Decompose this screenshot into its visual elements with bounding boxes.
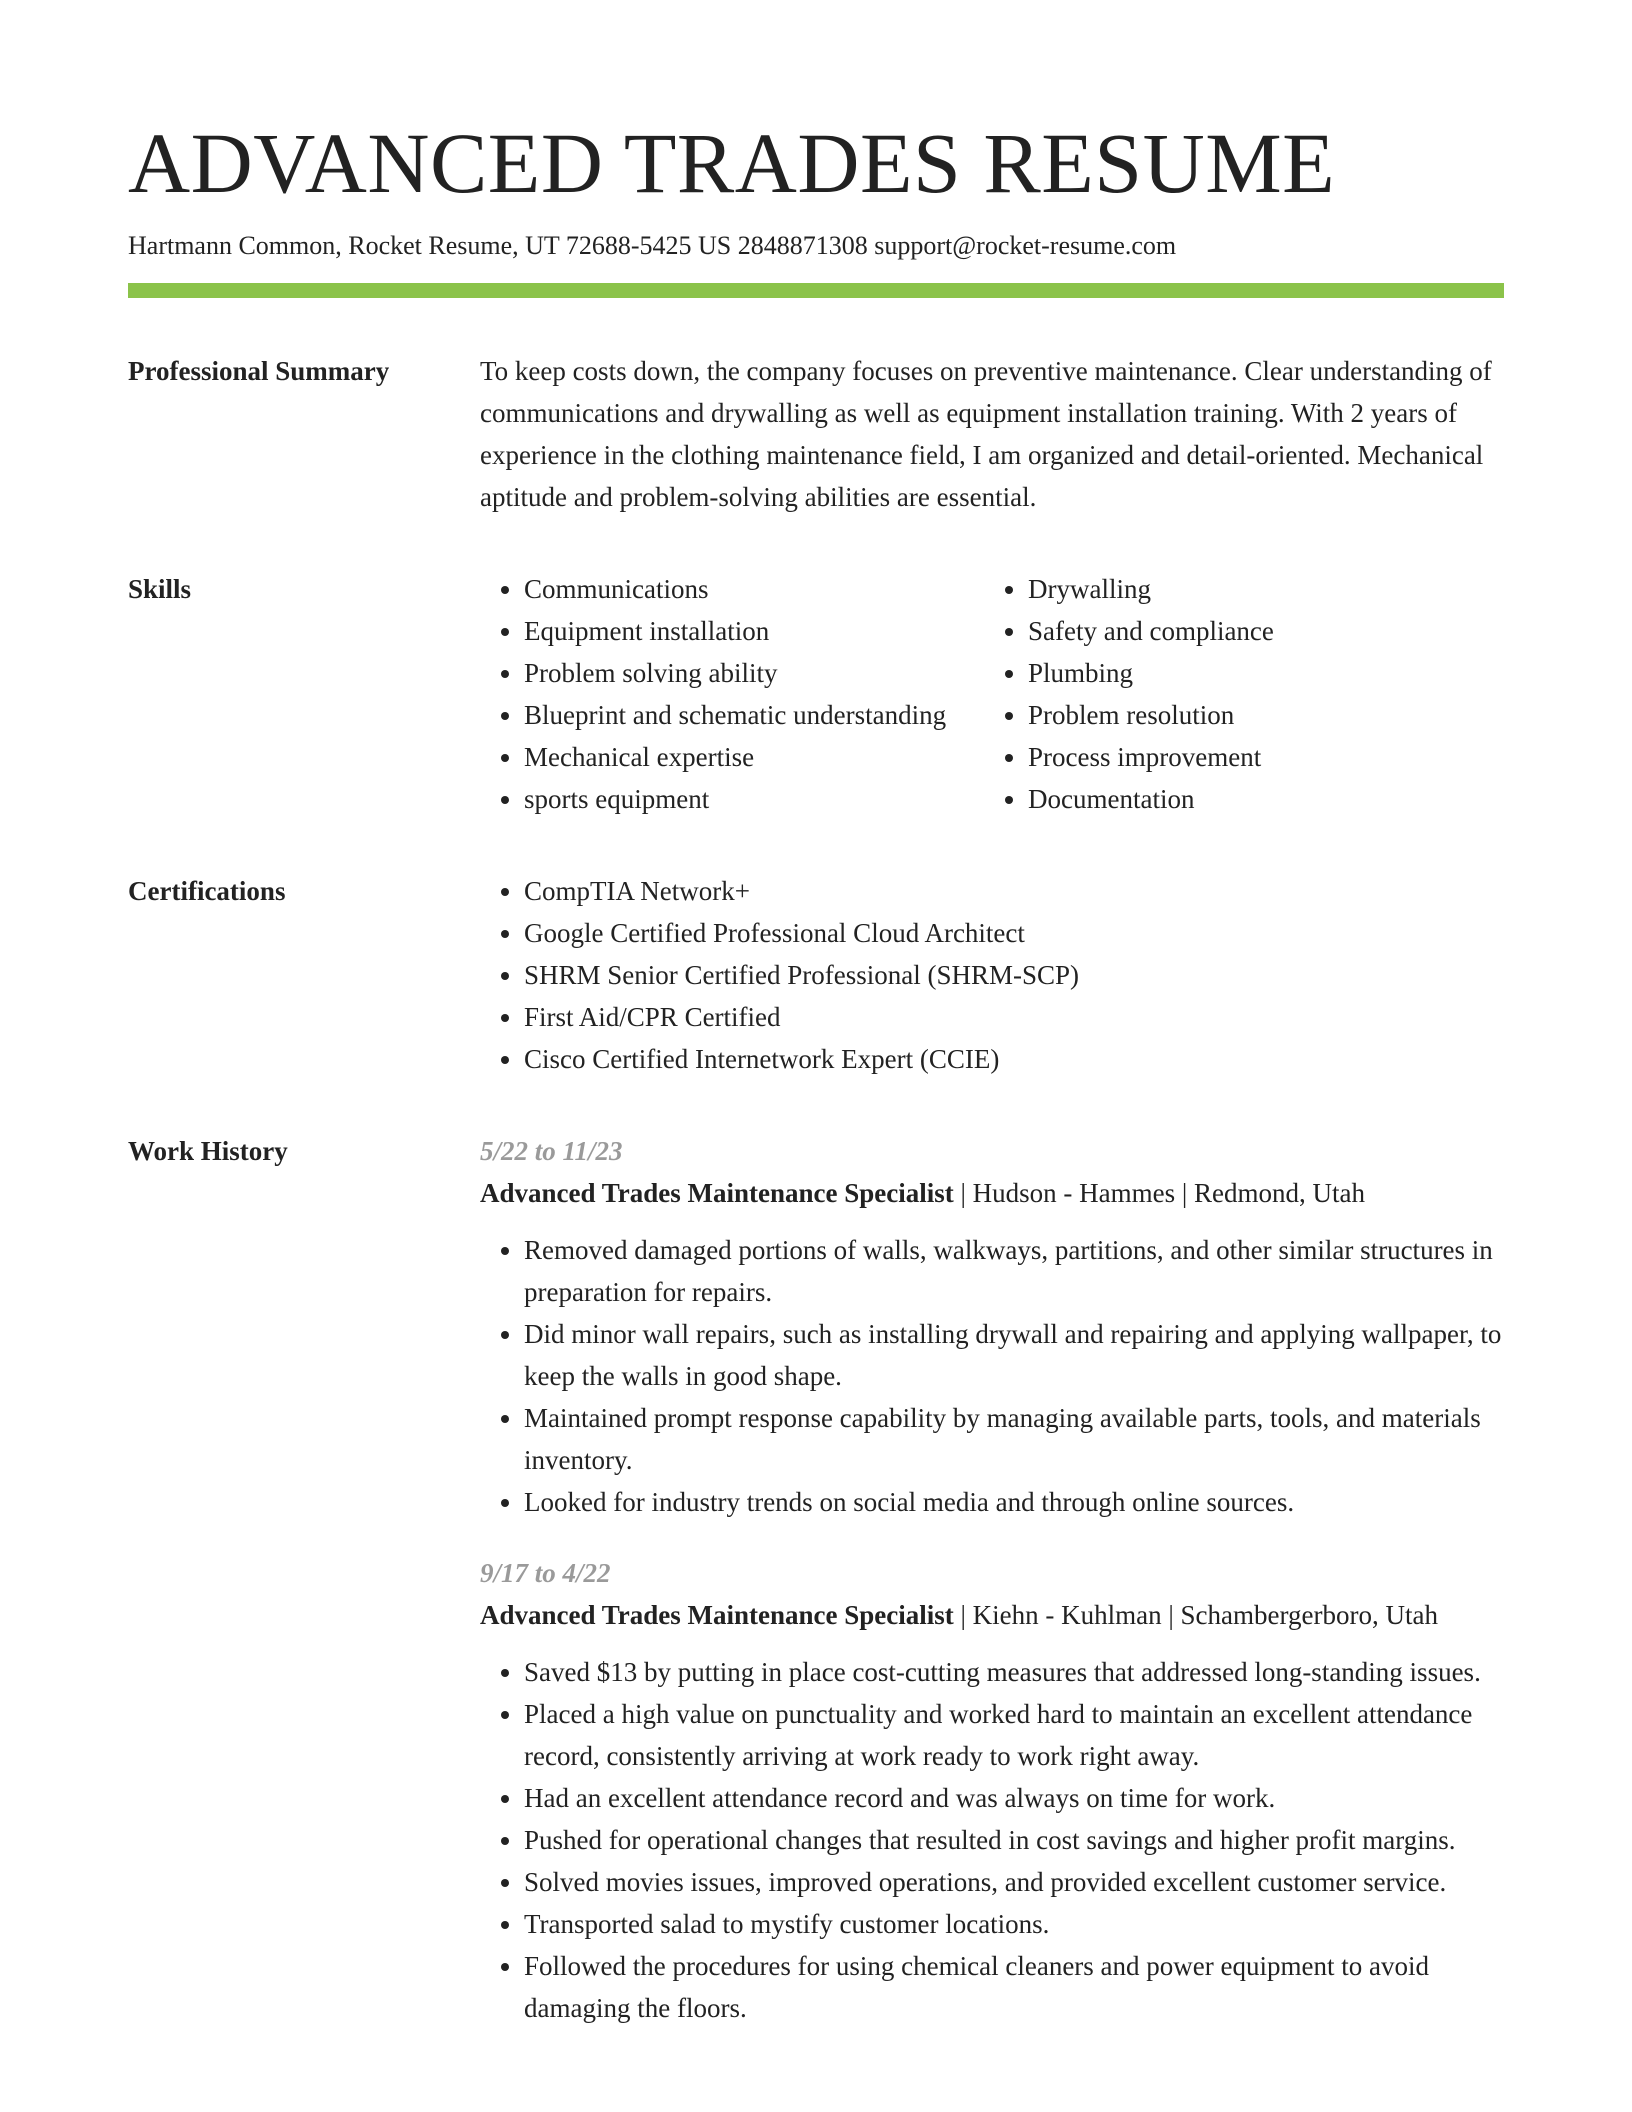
job-bullet: • Saved $13 by putting in place cost-cutting measures that addressed long-standing issues. bbox=[524, 1651, 1504, 1693]
skill-item: • Problem resolution bbox=[1028, 694, 1504, 736]
job-entry bbox=[480, 1130, 1504, 1523]
job-employer-location: | Hudson - Hammes | Redmond, Utah bbox=[953, 1178, 1366, 1209]
certification-item: • Cisco Certified Internetwork Expert (CCIE) bbox=[524, 1038, 1504, 1080]
job-bullets bbox=[480, 1229, 1504, 1523]
job-bullet: • Maintained prompt response capability by managing available parts, tools, and materials inventory. bbox=[524, 1397, 1504, 1481]
skill-item: • Drywalling bbox=[1028, 568, 1504, 610]
certification-item: • SHRM Senior Certified Professional (SHRM-SCP) bbox=[524, 954, 1504, 996]
job-bullet: • Transported salad to mystify customer locations. bbox=[524, 1903, 1504, 1945]
skill-item: • Documentation bbox=[1028, 778, 1504, 820]
skill-item: • Blueprint and schematic understanding bbox=[524, 694, 984, 736]
job-bullet: • Placed a high value on punctuality and worked hard to maintain an excellent attendance record, consistently arriving at work ready to work right away. bbox=[524, 1693, 1504, 1777]
skill-item: • Equipment installation bbox=[524, 610, 984, 652]
job-bullet: • Did minor wall repairs, such as installing drywall and repairing and applying wallpaper, to keep the walls in good shape. bbox=[524, 1313, 1504, 1397]
section-label-certifications: Certifications bbox=[128, 876, 286, 907]
contact-line: Hartmann Common, Rocket Resume, UT 72688-5425 US 2848871308 support@rocket-resume.com bbox=[128, 231, 1177, 261]
accent-divider bbox=[128, 283, 1504, 298]
section-label-summary: Professional Summary bbox=[128, 356, 390, 387]
section-label-skills: Skills bbox=[128, 574, 192, 605]
skill-item: • Mechanical expertise bbox=[524, 736, 984, 778]
skill-item: • Problem solving ability bbox=[524, 652, 984, 694]
skills-section bbox=[128, 568, 1504, 820]
job-bullet: • Solved movies issues, improved operations, and provided excellent customer service. bbox=[524, 1861, 1504, 1903]
job-dates: 5/22 to 11/23 bbox=[480, 1136, 623, 1167]
certification-item: • First Aid/CPR Certified bbox=[524, 996, 1504, 1038]
job-title: Advanced Trades Maintenance Specialist bbox=[480, 1178, 954, 1209]
resume-page bbox=[128, 0, 1504, 2029]
job-dates: 9/17 to 4/22 bbox=[480, 1558, 611, 1589]
job-title: Advanced Trades Maintenance Specialist bbox=[480, 1600, 954, 1631]
summary-text: To keep costs down, the company focuses on preventive maintenance. Clear understanding of communications and drywalling as well as equipment installation training. With 2 years of experience in the clothing maintenance field, I am organized and detail-oriented. Mechanical aptitude and problem-solving abilities are essential. bbox=[480, 356, 1492, 513]
job-bullet: • Removed damaged portions of walls, walkways, partitions, and other similar structures in preparation for repairs. bbox=[524, 1229, 1504, 1313]
job-employer-location: | Kiehn - Kuhlman | Schambergerboro, Utah bbox=[953, 1600, 1438, 1631]
skill-item: • Safety and compliance bbox=[1028, 610, 1504, 652]
job-heading bbox=[480, 1594, 1504, 1636]
job-entry bbox=[480, 1552, 1504, 2029]
resume-title: ADVANCED TRADES RESUME bbox=[128, 115, 1336, 211]
skill-item: • Communications bbox=[524, 568, 984, 610]
job-bullets bbox=[480, 1651, 1504, 2029]
job-bullet: • Pushed for operational changes that resulted in cost savings and higher profit margins. bbox=[524, 1819, 1504, 1861]
skills-list-left bbox=[480, 568, 984, 820]
skill-item: • Plumbing bbox=[1028, 652, 1504, 694]
job-heading bbox=[480, 1172, 1504, 1214]
skills-list-right bbox=[984, 568, 1504, 820]
certification-item: • CompTIA Network+ bbox=[524, 870, 1504, 912]
summary-section bbox=[128, 350, 1504, 518]
certifications-list bbox=[480, 870, 1504, 1080]
job-bullet: • Looked for industry trends on social media and through online sources. bbox=[524, 1481, 1504, 1523]
certification-item: • Google Certified Professional Cloud Architect bbox=[524, 912, 1504, 954]
job-bullet: • Followed the procedures for using chemical cleaners and power equipment to avoid damaging the floors. bbox=[524, 1945, 1504, 2029]
skill-item: • sports equipment bbox=[524, 778, 984, 820]
work-history-section bbox=[128, 1130, 1504, 2029]
section-label-work-history: Work History bbox=[128, 1136, 288, 1167]
skill-item: • Process improvement bbox=[1028, 736, 1504, 778]
job-bullet: • Had an excellent attendance record and was always on time for work. bbox=[524, 1777, 1504, 1819]
certifications-section bbox=[128, 870, 1504, 1080]
